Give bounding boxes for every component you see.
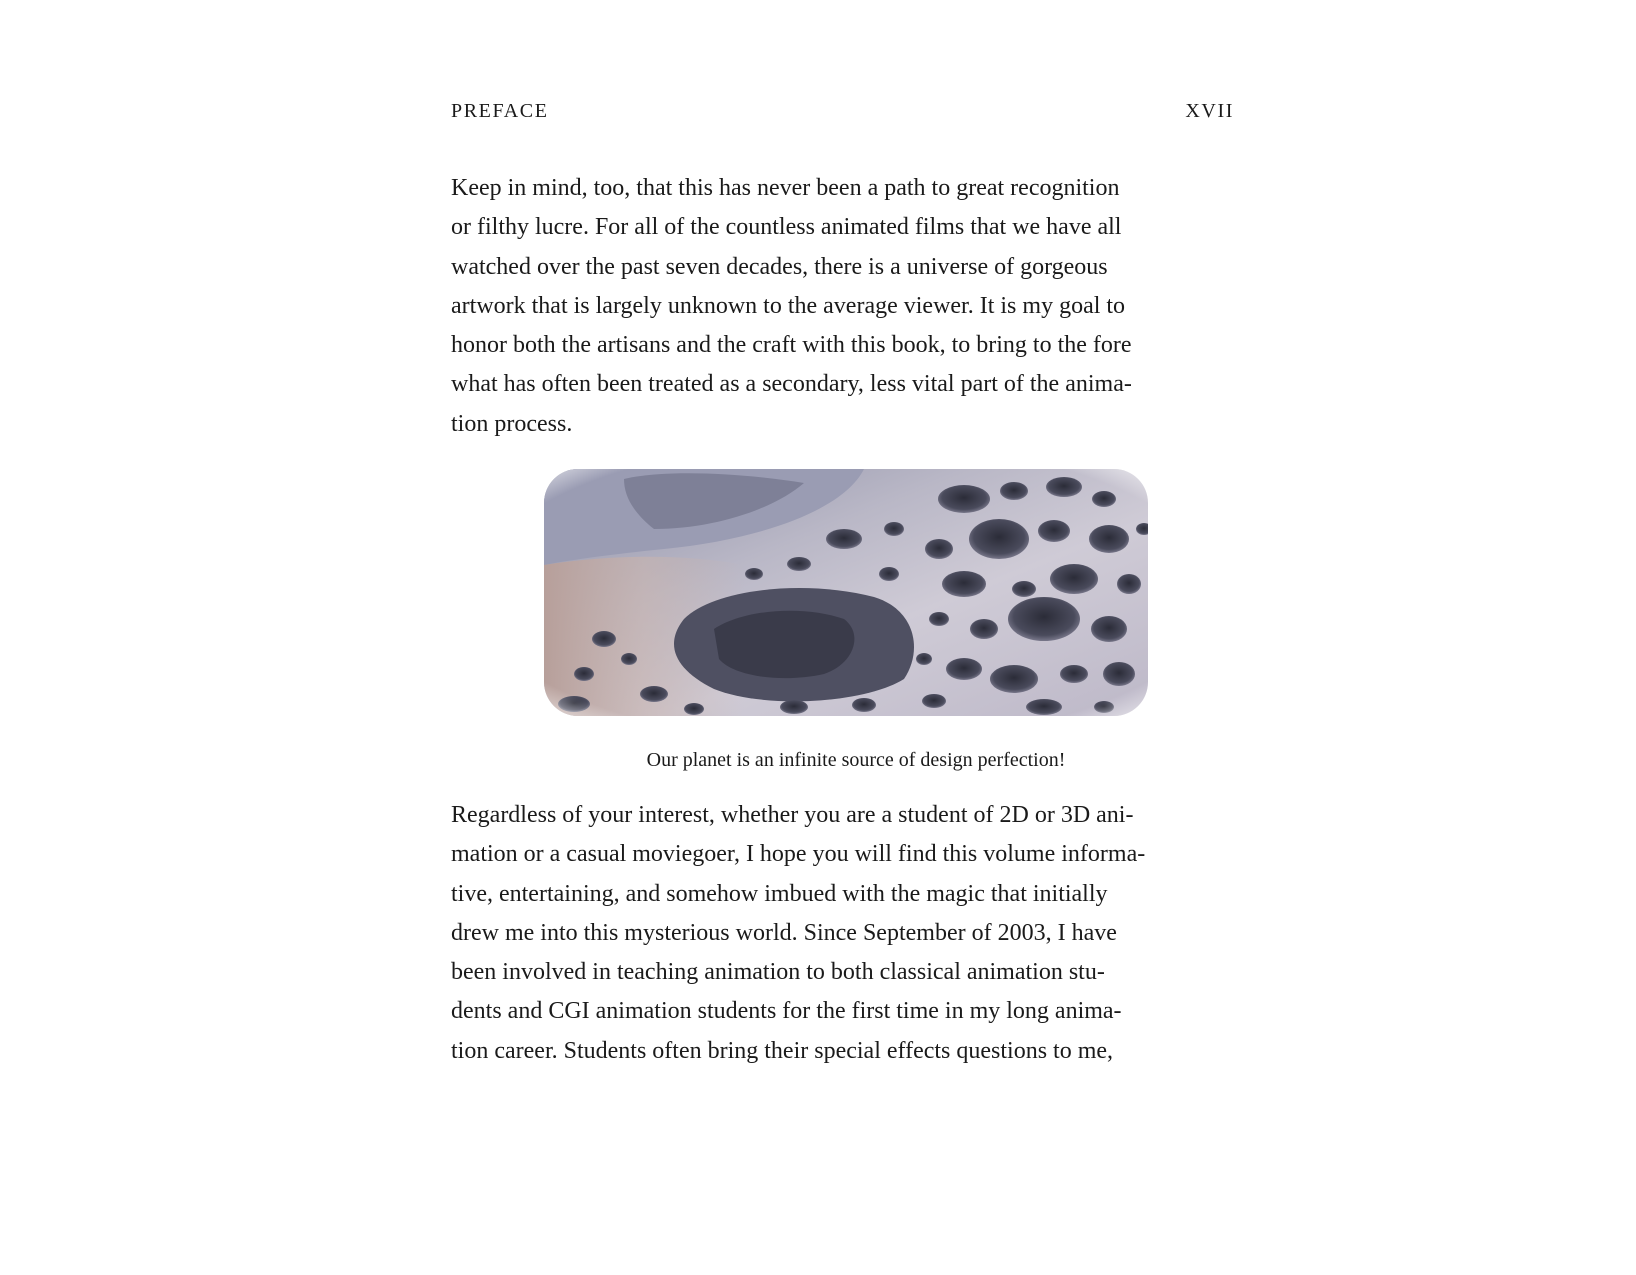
text-line: mation or a casual moviegoer, I hope you will find this volume informa- [451,841,1146,868]
porous-rock-image [544,469,1148,716]
rock-texture-photo [544,469,1148,716]
page-number: XVII [1185,100,1234,122]
paragraph-2 [451,796,1241,1071]
text-line: what has often been treated as a secondary, less vital part of the anima- [451,371,1132,398]
text-line: tive, entertaining, and somehow imbued with the magic that initially [451,880,1108,907]
paragraph-1 [451,169,1241,444]
text-line: dents and CGI animation students for the first time in my long anima- [451,998,1122,1025]
text-line: been involved in teaching animation to both classical animation stu- [451,959,1105,986]
text-line: Keep in mind, too, that this has never been a path to great recognition [451,175,1120,201]
text-line: or filthy lucre. For all of the countless animated films that we have all [451,214,1122,241]
figure-caption: Our planet is an infinite source of design perfection! [646,749,1066,771]
text-line: Regardless of your interest, whether you are a student of 2D or 3D ani- [451,802,1134,828]
text-line: honor both the artisans and the craft with this book, to bring to the fore [451,332,1132,359]
section-title: PREFACE [451,100,549,122]
text-line: drew me into this mysterious world. Since September of 2003, I have [451,919,1117,946]
text-line: artwork that is largely unknown to the average viewer. It is my goal to [451,292,1126,319]
running-head [451,100,1234,123]
text-line: tion career. Students often bring their special effects questions to me, [451,1037,1114,1064]
text-line: watched over the past seven decades, there is a universe of gorgeous [451,253,1108,280]
text-line: tion process. [451,410,573,437]
